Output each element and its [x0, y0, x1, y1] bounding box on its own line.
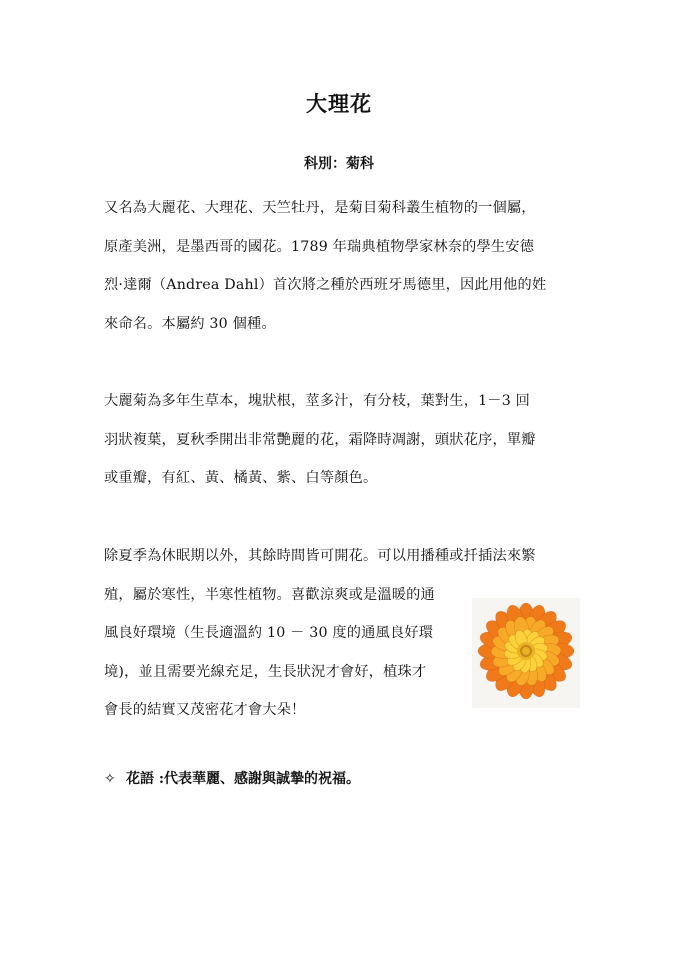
flower-language-text: 花語 :代表華麗、感謝與誠摯的祝福。 — [126, 771, 361, 787]
flower-language-line — [104, 768, 360, 788]
paragraph-line: 原產美洲，是墨西哥的國花。1789 年瑞典植物學家林奈的學生安德 — [104, 238, 535, 255]
paragraph-line: 來命名。本屬約 30 個種。 — [104, 315, 276, 332]
dahlia-flower-photo-icon — [472, 598, 580, 708]
flower-center — [517, 642, 535, 660]
paragraph-line: 或重瓣，有紅、黃、橘黃、紫、白等顏色。 — [104, 470, 378, 486]
paragraph-line: 羽狀複葉，夏秋季開出非常艷麗的花，霜降時凋謝，頭狀花序，單瓣 — [104, 431, 536, 448]
flower-center-dot — [529, 648, 531, 650]
paragraph-line: 風良好環境（生長適溫約 10 － 30 度的通風良好環 — [104, 625, 434, 641]
sparkle-bullet-icon: ✧ — [104, 771, 116, 787]
paragraph-line: 除夏季為休眠期以外，其餘時間皆可開花。可以用播種或扦插法來繁 — [104, 548, 536, 564]
paragraph-line: 烈·達爾（Andrea Dahl）首次將之種於西班牙馬德里，因此用他的姓 — [104, 277, 547, 293]
intro-paragraph — [104, 189, 580, 343]
paragraph-line: 大麗菊為多年生草本，塊狀根，莖多汁，有分枝，葉對生，1－3 回 — [104, 393, 531, 409]
paragraph-line: 會長的結實又茂密花才會大朵！ — [104, 702, 306, 718]
family-subtitle: 科別：菊科 — [304, 156, 374, 172]
paragraph-line: 殖，屬於寒性，半寒性植物。喜歡涼爽或是溫暖的通 — [104, 586, 435, 603]
description-paragraph — [104, 382, 580, 498]
paragraph-line: 境)，並且需要光線充足，生長狀況才會好，植珠才 — [104, 663, 427, 680]
paragraph-line: 又名為大麗花、大理花、天竺牡丹，是菊目菊科叢生植物的一個屬， — [104, 200, 536, 216]
page-title: 大理花 — [306, 91, 372, 116]
